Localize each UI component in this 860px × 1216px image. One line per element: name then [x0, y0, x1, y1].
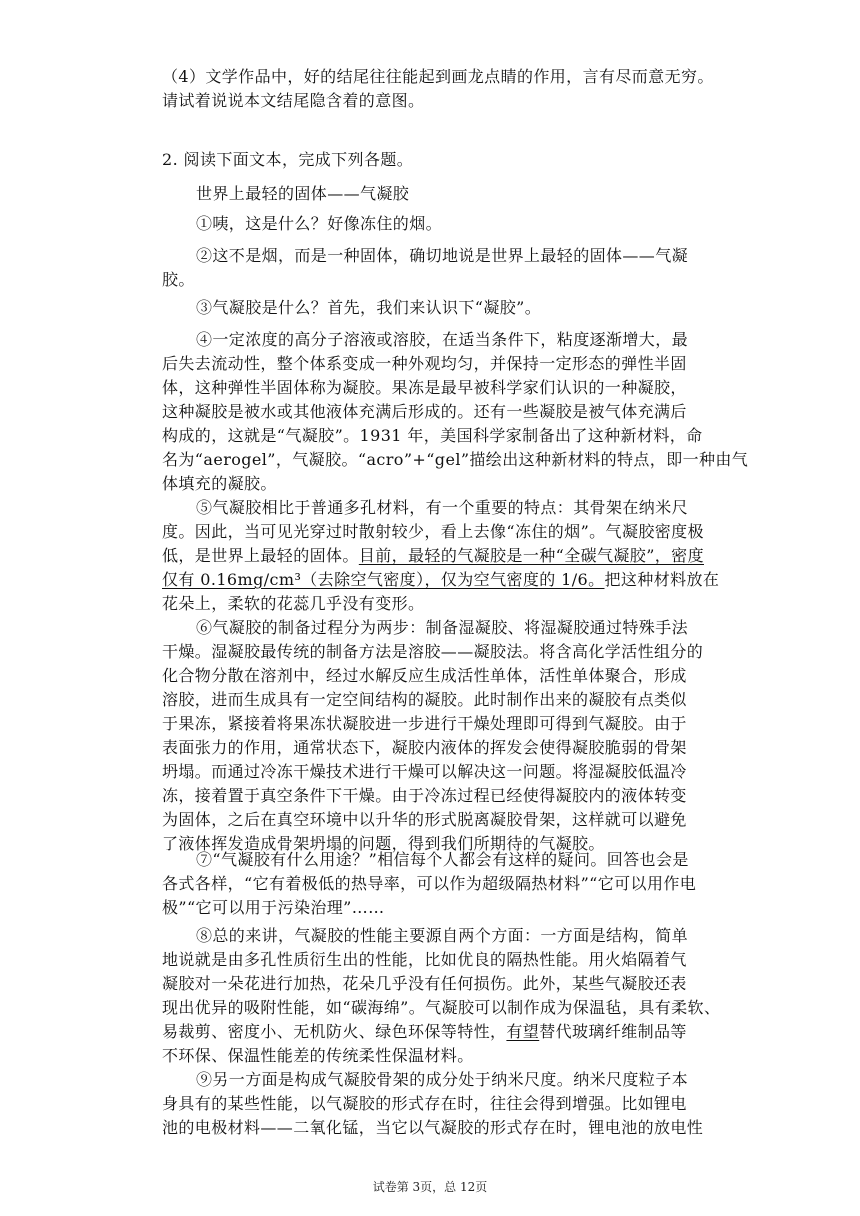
paragraph-text: 易裁剪、密度小、无机防火、绿色环保等特性， [162, 1022, 507, 1041]
paragraph-8 [162, 924, 742, 1068]
paragraph-line: 溶胶，进而生成具有一定空间结构的凝胶。此时制作出来的凝胶有点类似 [162, 690, 687, 709]
paragraph-line: 名为“aerogel”，气凝胶。“acro”+“gel”描绘出这种新材料的特点，即一种由气 [162, 450, 749, 469]
paragraph-2 [162, 244, 742, 292]
paragraph-line: 表面张力的作用，通常状态下，凝胶内液体的挥发会使得凝胶脆弱的骨架 [162, 738, 687, 757]
q4-line-1: （4）文学作品中，好的结尾往往能起到画龙点睛的作用，言有尽而意无穷。 [162, 67, 714, 86]
paragraph-5 [162, 496, 742, 616]
article-title: 世界上最轻的固体——气凝胶 [196, 184, 410, 203]
question-4 [162, 65, 742, 113]
paragraph-4 [162, 328, 749, 496]
paragraph-line: 各式各样，“它有着极低的热导率，可以作为超级隔热材料”“它可以用作电 [162, 874, 697, 893]
underlined-sentence-part-2: 仅有 0.16mg/cm³（去除空气密度），仅为空气密度的 1/6。 [162, 570, 605, 589]
paragraph-3 [162, 296, 742, 320]
paragraph-line: 胶。 [162, 270, 195, 289]
paragraph-9 [162, 1068, 742, 1140]
paragraph-line-with-underline [162, 544, 742, 568]
paragraph-1 [162, 212, 742, 236]
paragraph-line: 后失去流动性，整个体系变成一种外观均匀，并保持一定形态的弹性半固 [162, 354, 687, 373]
paragraph-line-with-underline [162, 1020, 742, 1044]
paragraph-line: 现出优异的吸附性能，如“碳海绵”。气凝胶可以制作成为保温毡，具有柔软、 [162, 998, 721, 1017]
paragraph-line: 化合物分散在溶剂中，经过水解反应生成活性单体，活性单体聚合，形成 [162, 666, 687, 685]
paragraph-line: 凝胶对一朵花进行加热，花朵几乎没有任何损伤。此外，某些气凝胶还表 [162, 974, 687, 993]
paragraph-line: 池的电极材料——二氧化锰，当它以气凝胶的形式存在时，锂电池的放电性 [162, 1118, 704, 1137]
paragraph-line: ⑦“气凝胶有什么用途？”相信每个人都会有这样的疑问。回答也会是 [196, 850, 689, 869]
paragraph-text: 把这种材料放在 [604, 570, 720, 589]
paragraph-line: 体，这种弹性半固体称为凝胶。果冻是最早被科学家们认识的一种凝胶， [162, 378, 687, 397]
page-footer: 试卷第 3页，总 12页 [372, 1180, 488, 1194]
paragraph-line: 这种凝胶是被水或其他液体充满后形成的。还有一些凝胶是被气体充满后 [162, 402, 687, 421]
question-2-header [162, 148, 742, 172]
paragraph-line: 构成的，这就是“气凝胶”。1931 年，美国科学家制备出了这种新材料，命 [162, 426, 703, 445]
underlined-word: 有望 [506, 1022, 540, 1041]
paragraph-line: ⑤气凝胶相比于普通多孔材料，有一个重要的特点：其骨架在纳米尺 [196, 498, 689, 517]
paragraph-line-with-underline [162, 568, 742, 592]
paragraph-line: 坍塌。而通过冷冻干燥技术进行干燥可以解决这一问题。将湿凝胶低温冷 [162, 762, 687, 781]
paragraph-line: ③气凝胶是什么？首先，我们来认识下“凝胶”。 [196, 298, 542, 317]
paragraph-text: 替代玻璃纤维制品等 [539, 1022, 687, 1041]
paragraph-7 [162, 848, 742, 920]
paragraph-line: 冻，接着置于真空条件下干燥。由于冷冻过程已经使得凝胶内的液体转变 [162, 786, 687, 805]
paragraph-line: 干燥。湿凝胶最传统的制备方法是溶胶——凝胶法。将含高化学活性组分的 [162, 642, 704, 661]
paragraph-line: 身具有的某些性能，以气凝胶的形式存在时，往往会得到增强。比如锂电 [162, 1094, 687, 1113]
paragraph-text: 低，是世界上最轻的固体。 [162, 546, 359, 565]
underlined-sentence-part-1: 目前，最轻的气凝胶是一种“全碳气凝胶”，密度 [358, 546, 704, 565]
paragraph-line: ④一定浓度的高分子溶液或溶胶，在适当条件下，粘度逐渐增大，最 [196, 330, 689, 349]
q2-instruction: 2. 阅读下面文本，完成下列各题。 [162, 150, 414, 169]
paragraph-line: 度。因此，当可见光穿过时散射较少，看上去像“冻住的烟”。气凝胶密度极 [162, 522, 704, 541]
paragraph-line: ⑧总的来讲，气凝胶的性能主要源自两个方面：一方面是结构，简单 [196, 926, 689, 945]
paragraph-line: ⑥气凝胶的制备过程分为两步：制备湿凝胶、将湿凝胶通过特殊手法 [196, 618, 689, 637]
paragraph-line: ②这不是烟，而是一种固体，确切地说是世界上最轻的固体——气凝 [196, 246, 689, 265]
paragraph-line: 花朵上，柔软的花蕊几乎没有变形。 [162, 594, 425, 613]
paragraph-line: 极”“它可以用于污染治理”…… [162, 898, 385, 917]
paragraph-6 [162, 616, 742, 856]
article-title-block [162, 182, 742, 206]
paragraph-line: 了液体挥发造成骨架坍塌的问题，得到我们所期待的气凝胶。 [162, 834, 605, 853]
paragraph-line: 于果冻，紧接着将果冻状凝胶进一步进行干燥处理即可得到气凝胶。由于 [162, 714, 687, 733]
paragraph-line: 体填充的凝胶。 [162, 474, 277, 493]
paragraph-line: 地说就是由多孔性质衍生出的性能，比如优良的隔热性能。用火焰隔着气 [162, 950, 687, 969]
paragraph-line: 不环保、保温性能差的传统柔性保温材料。 [162, 1046, 474, 1065]
q4-line-2: 请试着说说本文结尾隐含着的意图。 [162, 91, 425, 110]
paragraph-line: ⑨另一方面是构成气凝胶骨架的成分处于纳米尺度。纳米尺度粒子本 [196, 1070, 689, 1089]
paragraph-line: 为固体，之后在真空环境中以升华的形式脱离凝胶骨架，这样就可以避免 [162, 810, 687, 829]
paragraph-line: ①咦，这是什么？好像冻住的烟。 [196, 214, 443, 233]
